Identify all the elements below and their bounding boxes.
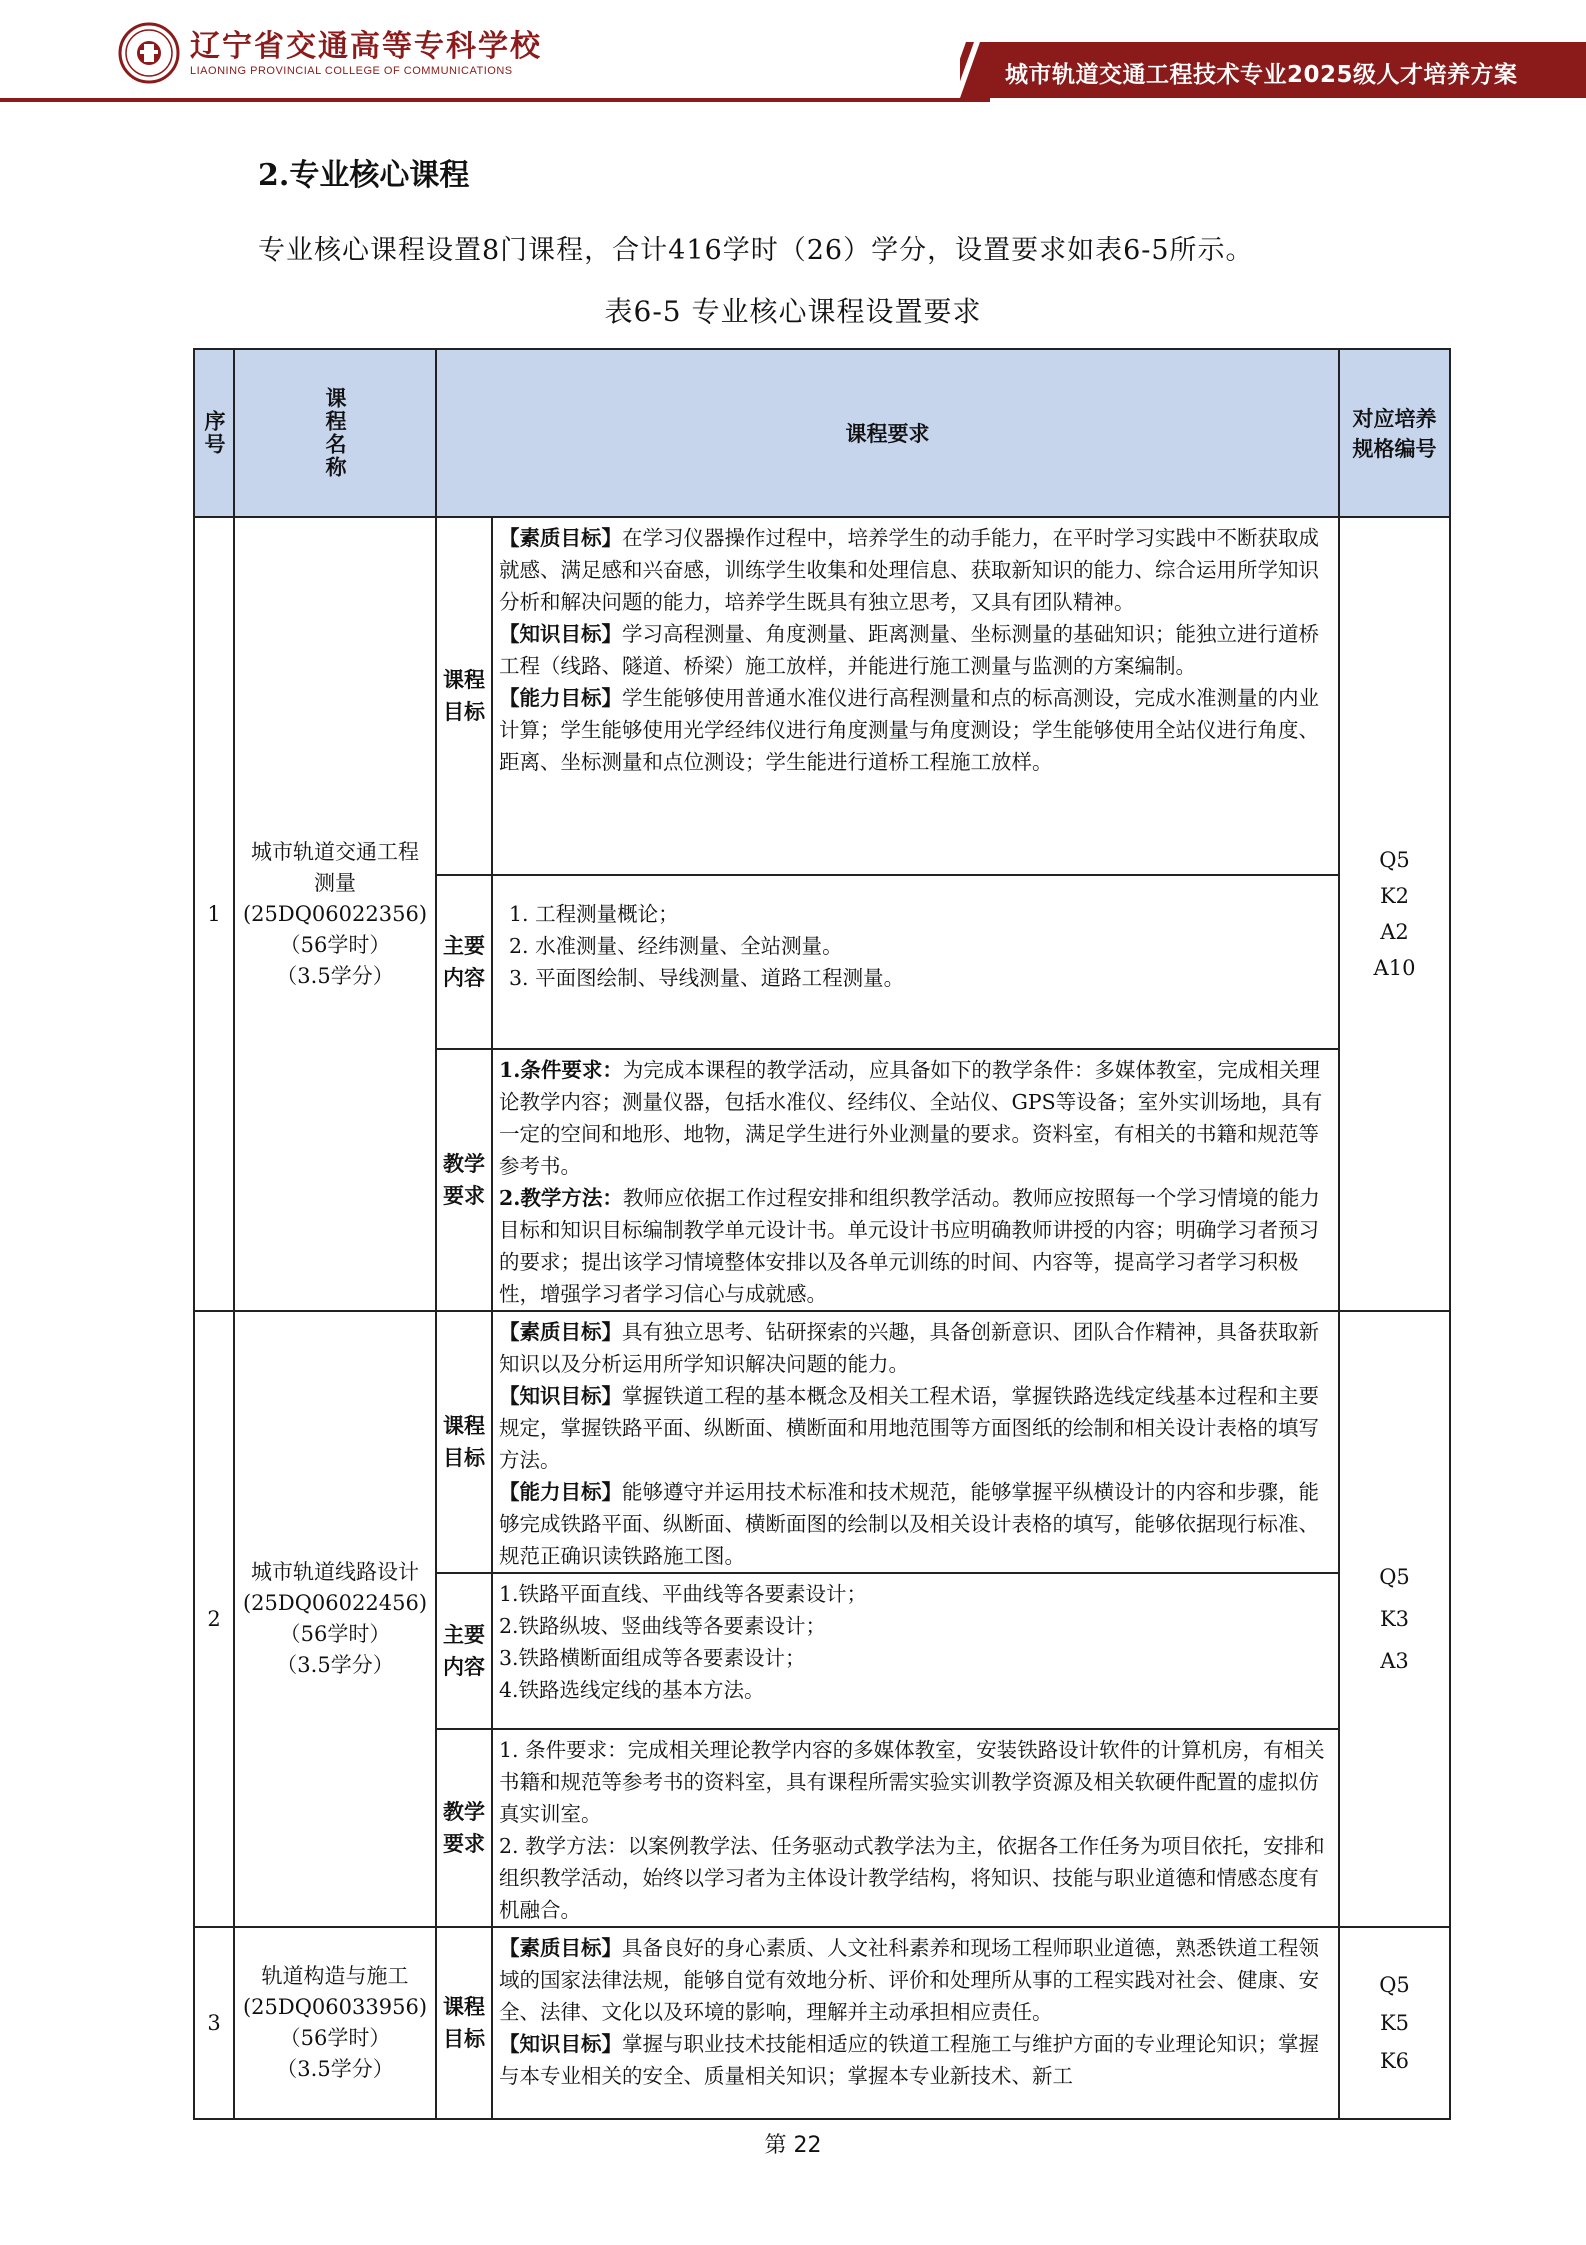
label-objectives: 课程目标: [436, 1311, 492, 1573]
label-teaching: 教学要求: [436, 1049, 492, 1311]
table-row: [194, 517, 1450, 875]
teaching-requirements: 1. 条件要求：完成相关理论教学内容的多媒体教室，安装铁路设计软件的计算机房，有相关书籍和规范等参考书的资料室，具有课程所需实验实训教学资源及相关软硬件配置的虚拟仿真实训室。 2. 教学方法：以案例教学法、任务驱动式教学法为主，依据各工作任务为项目依托，安排和组织教学活动，始终以学习者为主体设计教学结构，将知识、技能与职业道德和情感态度有机融合。: [492, 1729, 1339, 1927]
page-header: [0, 0, 1586, 104]
label-objectives: 课程目标: [436, 517, 492, 875]
label-content: 主要内容: [436, 875, 492, 1049]
row-seq: 3: [194, 1927, 234, 2119]
header-requirements: 课程要求: [436, 349, 1339, 517]
course-objectives: 【素质目标】具有独立思考、钻研探索的兴趣，具备创新意识、团队合作精神，具备获取新知识以及分析运用所学知识解决问题的能力。 【知识目标】掌握铁道工程的基本概念及相关工程术语，掌握铁路选线定线基本过程和主要规定，掌握铁路平面、纵断面、横断面和用地范围等方面图纸的绘制和相关设计表格的填写方法。 【能力目标】能够遵守并运用技术标准和技术规范，能够掌握平纵横设计的内容和步骤，能够完成铁路平面、纵断面、横断面图的绘制以及相关设计表格的填写，能够依据现行标准、规范正确识读铁路施工图。: [492, 1311, 1339, 1573]
header-seq: 序号: [194, 349, 234, 517]
course-objectives: 【素质目标】在学习仪器操作过程中，培养学生的动手能力，在平时学习实践中不断获取成就感、满足感和兴奋感，训练学生收集和处理信息、获取新知识的能力、综合运用所学知识分析和解决问题的能力，培养学生既具有独立思考，又具有团队精神。 【知识目标】学习高程测量、角度测量、距离测量、坐标测量的基础知识；能独立进行道桥工程（线路、隧道、桥梁）施工放样，并能进行施工测量与监测的方案编制。 【能力目标】学生能够使用普通水准仪进行高程测量和点的标高测设，完成水准测量的内业计算；学生能够使用光学经纬仪进行角度测量与角度测设；学生能够使用全站仪进行角度、距离、坐标测量和点位测设；学生能进行道桥工程施工放样。: [492, 517, 1339, 875]
course-name: 轨道构造与施工 (25DQ06033956) （56学时） （3.5学分）: [234, 1927, 436, 2119]
spec-codes: Q5 K2 A2 A10: [1339, 517, 1450, 1311]
course-content: 1.铁路平面直线、平曲线等各要素设计； 2.铁路纵坡、竖曲线等各要素设计； 3.铁路横断面组成等各要素设计； 4.铁路选线定线的基本方法。: [492, 1573, 1339, 1729]
intro-paragraph: 专业核心课程设置8门课程，合计416学时（26）学分，设置要求如表6-5所示。: [258, 235, 1254, 266]
label-teaching: 教学要求: [436, 1729, 492, 1927]
core-course-table: [193, 348, 1451, 2120]
school-seal-icon: [118, 22, 180, 84]
section-title: 2.专业核心课程: [258, 158, 470, 193]
course-objectives: 【素质目标】具备良好的身心素质、人文社科素养和现场工程师职业道德，熟悉铁道工程领域的国家法律法规，能够自觉有效地分析、评价和处理所从事的工程实践对社会、健康、安全、法律、文化以及环境的影响，理解并主动承担相应责任。 【知识目标】掌握与职业技术技能相适应的铁道工程施工与维护方面的专业理论知识；掌握与本专业相关的安全、质量相关知识；掌握本专业新技术、新工: [492, 1927, 1339, 2119]
table-header-row: [194, 349, 1450, 517]
header-course-name: 课程名称: [234, 349, 436, 517]
school-name-en: LIAONING PROVINCIAL COLLEGE OF COMMUNICATIONS: [190, 65, 513, 77]
course-content: 1. 工程测量概论； 2. 水准测量、经纬测量、全站测量。 3. 平面图绘制、导线测量、道路工程测量。: [492, 875, 1339, 1049]
table-row: [194, 1927, 1450, 2119]
label-objectives: 课程目标: [436, 1927, 492, 2119]
document-title: 城市轨道交通工程技术专业2025级人才培养方案: [1005, 62, 1518, 88]
spec-codes: Q5 K5 K6: [1339, 1927, 1450, 2119]
row-seq: 1: [194, 517, 234, 1311]
course-name: 城市轨道线路设计 (25DQ06022456) （56学时） （3.5学分）: [234, 1311, 436, 1927]
header-spec-code: 对应培养 规格编号: [1339, 349, 1450, 517]
school-name-cn: 辽宁省交通高等专科学校: [190, 29, 542, 64]
header-rule: [0, 98, 990, 102]
teaching-requirements: 1.条件要求：为完成本课程的教学活动，应具备如下的教学条件：多媒体教室，完成相关理论教学内容；测量仪器，包括水准仪、经纬仪、全站仪、GPS等设备；室外实训场地，具有一定的空间和地形、地物，满足学生进行外业测量的要求。资料室，有相关的书籍和规范等参考书。 2.教学方法：教师应依据工作过程安排和组织教学活动。教师应按照每一个学习情境的能力目标和知识目标编制教学单元设计书。单元设计书应明确教师讲授的内容；明确学习者预习的要求；提出该学习情境整体安排以及各单元训练的时间、内容等，提高学习者学习积极性，增强学习者学习信心与成就感。: [492, 1049, 1339, 1311]
row-seq: 2: [194, 1311, 234, 1927]
school-logo: [118, 20, 542, 86]
spec-codes: Q5 K3 A3: [1339, 1311, 1450, 1927]
table-caption: 表6-5 专业核心课程设置要求: [604, 295, 982, 328]
label-content: 主要内容: [436, 1573, 492, 1729]
page-number: 第 22: [764, 2133, 822, 2158]
course-name: 城市轨道交通工程 测量 (25DQ06022356) （56学时） （3.5学分）: [234, 517, 436, 1311]
table-row: [194, 1311, 1450, 1573]
